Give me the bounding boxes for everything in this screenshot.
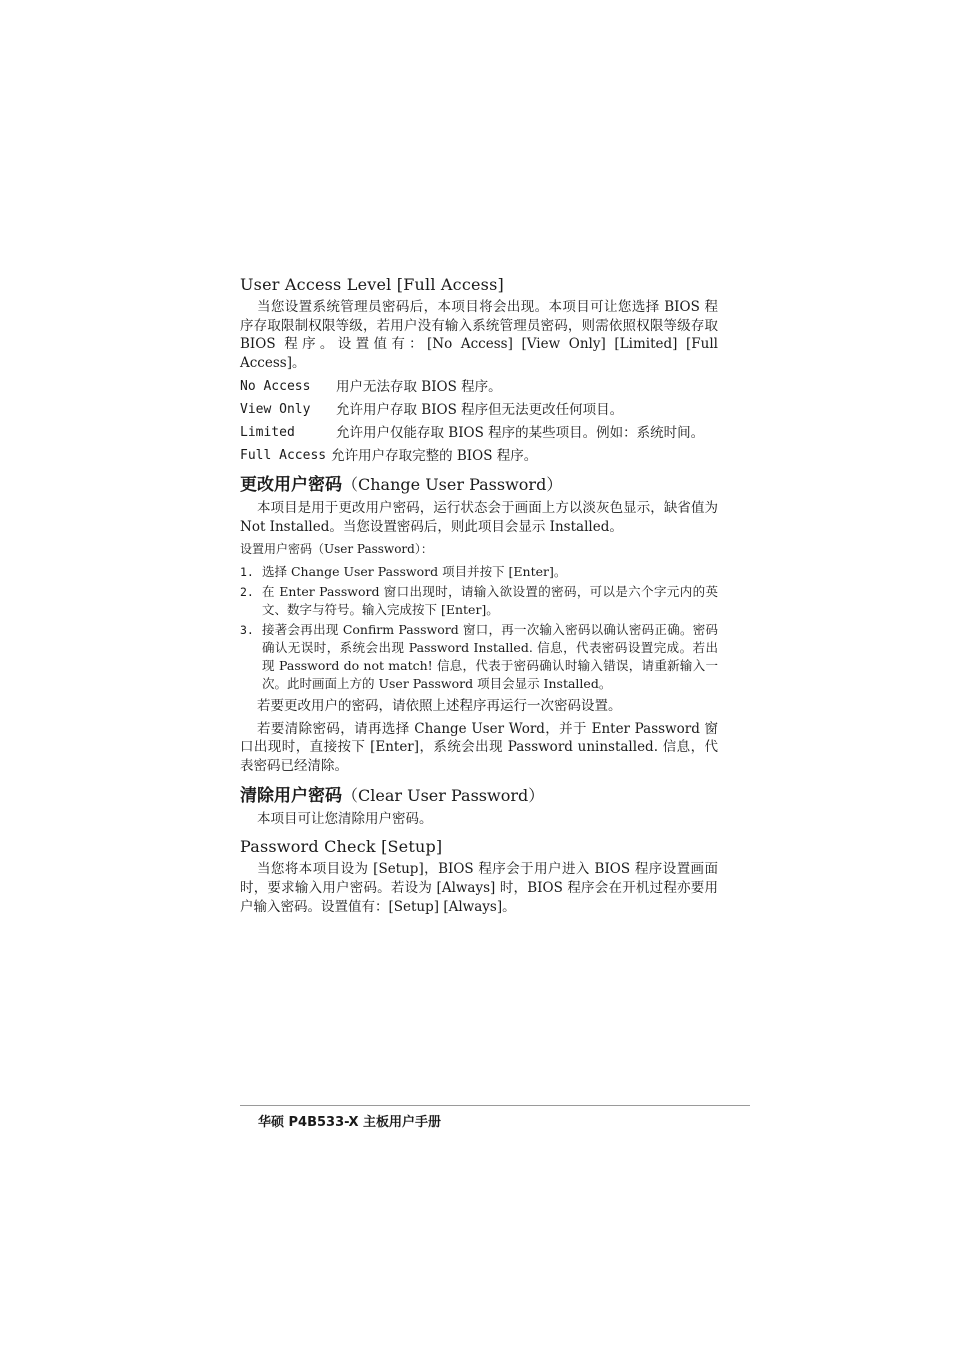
heading-password-check: Password Check [Setup] [240,837,443,857]
option-desc: 用户无法存取 BIOS 程序。 [336,378,502,395]
option-key: Limited [240,424,295,440]
list-item [240,583,718,619]
change-password-note: 若要更改用户的密码，请依照上述程序再运行一次密码设置。 [257,697,622,714]
heading-change-user-password [240,471,718,499]
list-item [240,621,718,693]
footer-manual-title: 华硕 P4B533-X 主板用户手册 [258,1115,442,1130]
option-full-access [240,447,718,465]
user-access-level-description: 当您设置系统管理员密码后，本项目将会出现。本项目可让您选择 BIOS 程序存取限制权限等级，若用户没有输入系统管理员密码，则需依照权限等级存取 BIOS 程序。设置值有：[No Access] [View Only] [Limited] [Full Access]。 [240,299,718,372]
option-no-access [240,378,718,396]
manual-page [240,272,718,917]
option-desc: 允许用户存取完整的 BIOS 程序。 [331,447,538,464]
step-number: 1. [240,564,254,579]
option-view-only [240,401,718,419]
heading-cn-text: 清除用户密码 [240,785,342,806]
heading-clear-user-password [240,782,718,810]
step-text: 在 Enter Password 窗口出现时，请输入欲设置的密码，可以是六个字元内的英文、数字与符号。输入完成按下 [Enter]。 [262,583,718,617]
option-key: No Access [240,378,311,394]
heading-en-text: （Clear User Password） [342,785,545,805]
heading-en-text: （Change User Password） [342,474,563,494]
clear-password-note: 若要清除密码，请再选择 Change User Word，并于 Enter Password 窗口出现时，直接按下 [Enter]，系统会出现 Password uninstalled. 信息，代表密码已经清除。 [240,720,718,775]
setup-user-password-label: 设置用户密码（User Password）： [240,542,433,557]
setup-steps-list [240,563,718,693]
option-key: View Only [240,401,311,417]
option-key: Full Access [240,447,327,463]
change-user-password-description: 本项目是用于更改用户密码，运行状态会于画面上方以淡灰色显示，缺省值为 Not Installed。当您设置密码后，则此项目会显示 Installed。 [240,499,718,535]
footer-divider [240,1105,750,1106]
option-limited [240,424,718,442]
clear-user-password-description: 本项目可让您清除用户密码。 [257,810,433,827]
list-item [240,563,718,581]
heading-cn-text: 更改用户密码 [240,474,342,495]
step-number: 2. [240,584,254,599]
step-text: 选择 Change User Password 项目并按下 [Enter]。 [262,563,567,579]
option-desc: 允许用户仅能存取 BIOS 程序的某些项目。例如：系统时间。 [336,424,705,441]
step-text: 接著会再出现 Confirm Password 窗口，再一次输入密码以确认密码正确。密码确认无误时，系统会出现 Password Installed. 信息，代表密码设置完成。若出现 Password do not match! 信息，代表于密码确认时输入错误，请重新输入一次。此时画面上方的 User Password 项目会显示 Installed。 [262,621,718,691]
heading-user-access-level: User Access Level [Full Access] [240,275,504,294]
step-number: 3. [240,622,254,637]
password-check-description: 当您将本项目设为 [Setup]，BIOS 程序会于用户进入 BIOS 程序设置画面时，要求输入用户密码。若设为 [Always] 时，BIOS 程序会在开机过程亦要用户输入密码。设置值有：[Setup] [Always]。 [240,861,718,915]
option-desc: 允许用户存取 BIOS 程序但无法更改任何项目。 [336,401,624,418]
